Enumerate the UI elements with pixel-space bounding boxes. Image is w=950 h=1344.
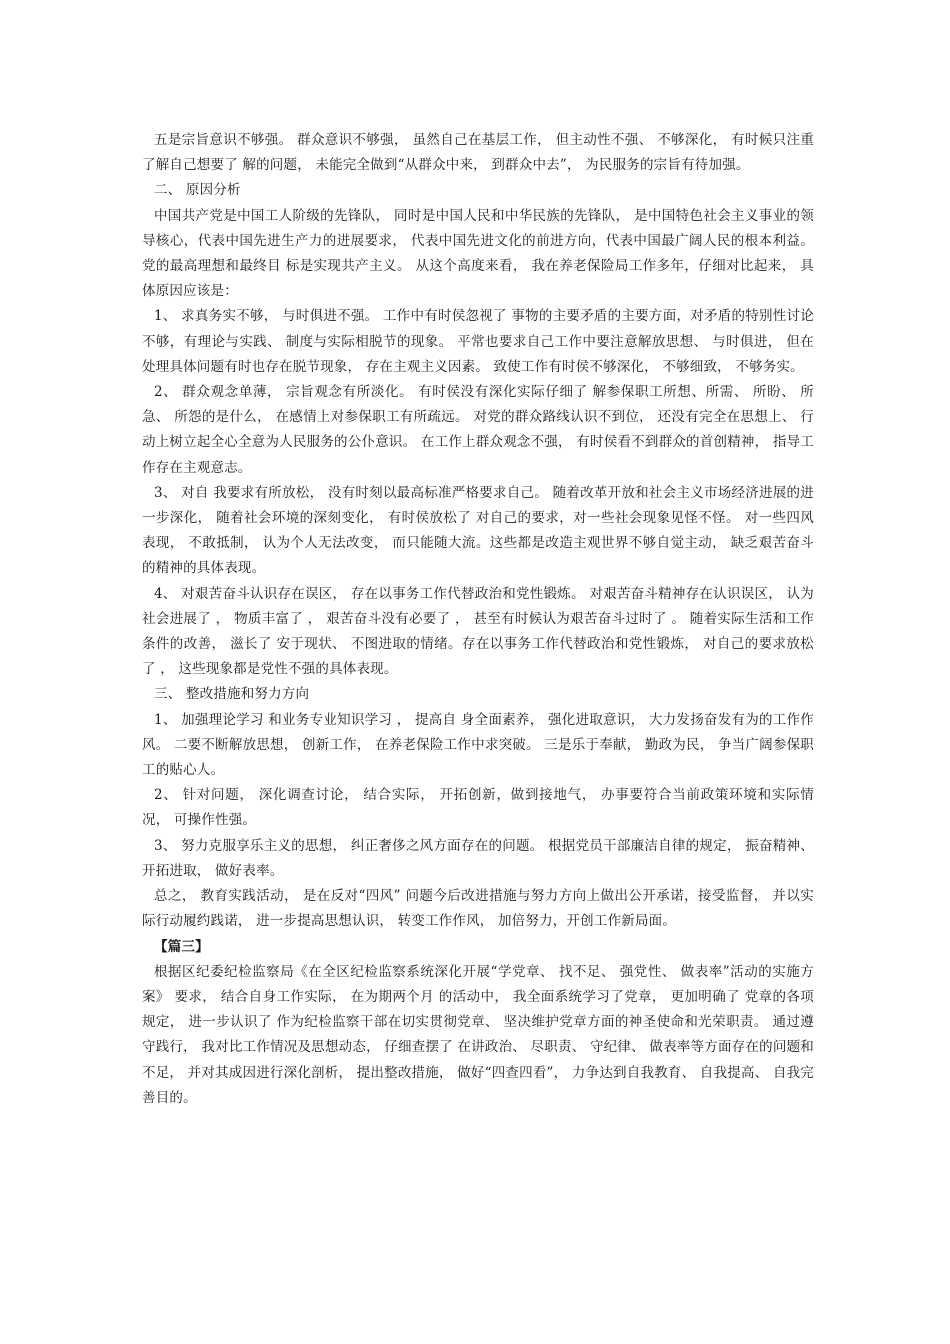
section-heading-yuanyin: 二、 原因分析	[154, 182, 241, 199]
paragraph-reason-1: 1、 求真务实不够， 与时俱进不强。 工作中有时侯忽视了 事物的主要矛盾的主要方面，对矛盾的特别性讨论不够，有理论与实践、 制度与实际相脱节的现象。 平常也要求自己工作中要注意解放思想、 与时俱进， 但在处理具体问题有时也存在脱节现象， 存在主观主义因素。 致使工作有时侯不够深化， 不够细致， 不够务实。	[142, 308, 814, 375]
paragraph-measure-2: 2、 针对问题， 深化调查讨论， 结合实际， 开拓创新，做到接地气， 办事要符合当前政策环境和实际情况， 可操作性强。	[142, 787, 814, 829]
paragraph-reason-4: 4、 对艰苦奋斗认识存在误区， 存在以事务工作代替政治和党性锻炼。 对艰苦奋斗精神存在认识误区， 认为社会进展了 ， 物质丰富了 ， 艰苦奋斗没有必要了 ， 甚至有时候认为艰苦奋斗过时了 。 随着实际生活和工作条件的改善， 滋长了 安于现状、 不图进取的情绪。存在以事务工作代替政治和党性锻炼， 对自己的要求放松了 ， 这些现象都是党性不强的具体表现。	[142, 585, 814, 678]
paragraph-measure-1: 1、 加强理论学习 和业务专业知识学习 ， 提高自 身全面素养， 强化进取意识， 大力发扬奋发有为的工作作风。 二要不断解放思想， 创新工作， 在养老保险工作中求突破。 三是乐于奉献， 勤政为民， 争当广阔参保职工的贴心人。	[142, 711, 814, 779]
section-heading-pian3: 【篇三】	[154, 938, 209, 955]
section-heading-zhenggai: 三、 整改措施和努力方向	[154, 686, 310, 703]
paragraph-measure-3: 3、 努力克服享乐主义的思想， 纠正奢侈之风方面存在的问题。 根据党员干部廉洁自律的规定， 振奋精神、 开拓进取， 做好表率。	[142, 837, 814, 879]
document-page	[142, 128, 814, 1111]
paragraph-genju: 根据区纪委纪检监察局《在全区纪检监察系统深化开展“学党章、 找不足、 强党性、 做表率”活动的实施方案》 要求， 结合自身工作实际， 在为期两个月 的活动中， 我全面系统学习了党章， 更加明确了 党章的各项规定， 进一步认识了 作为纪检监察干部在切实贯彻党章、 坚决维护党章方面的神圣使命和光荣职责。 通过遵守践行， 我对比工作情况及思想动态， 仔细查摆了 在讲政治、 尽职责、 守纪律、 做表率等方面存在的问题和不足， 并对其成因进行深化剖析， 提出整改措施， 做好“四查四看”， 力争达到自我教育、 自我提高、 自我完善目的。	[142, 963, 814, 1106]
paragraph-conclusion: 总之， 教育实践活动， 是在反对“四风” 问题今后改进措施与努力方向上做出公开承诺，接受监督， 并以实际行动履约践诺， 进一步提高思想认识， 转变工作作风， 加倍努力，开创工作新局面。	[142, 888, 814, 930]
paragraph-reason-3: 3、 对自 我要求有所放松， 没有时刻以最高标准严格要求自己。 随着改革开放和社会主义市场经济进展的进一步深化， 随着社会环境的深刻变化， 有时侯放松了 对自己的要求，对一些社会现象见怪不怪。 对一些四风表现， 不敢抵制， 认为个人无法改变， 而只能随大流。这些都是改造主观世界不够自觉主动， 缺乏艰苦奋斗的精神的具体表现。	[142, 484, 814, 577]
paragraph-zongzhi-yishi: 五是宗旨意识不够强。 群众意识不够强， 虽然自己在基层工作， 但主动性不强、 不够深化， 有时候只注重了解自己想要了 解的问题， 未能完全做到“从群众中来， 到群众中去”， 为民服务的宗旨有待加强。	[142, 132, 814, 174]
paragraph-zhongguo-gongchandang: 中国共产党是中国工人阶级的先锋队， 同时是中国人民和中华民族的先锋队， 是中国特色社会主义事业的领导核心，代表中国先进生产力的进展要求， 代表中国先进文化的前进方向，代表中国最广阔人民的根本利益。 党的最高理想和最终目 标是实现共产主义。 从这个高度来看， 我在养老保险局工作多年，仔细对比起来， 具体原因应该是：	[142, 207, 814, 300]
paragraph-reason-2: 2、 群众观念单薄， 宗旨观念有所淡化。 有时侯没有深化实际仔细了 解参保职工所想、所需、 所盼、 所急、 所怨的是什么， 在感情上对参保职工有所疏远。 对党的群众路线认识不到位， 还没有完全在思想上、 行动上树立起全心全意为人民服务的公仆意识。 在工作上群众观念不强， 有时侯看不到群众的首创精神， 指导工作存在主观意志。	[142, 384, 814, 476]
